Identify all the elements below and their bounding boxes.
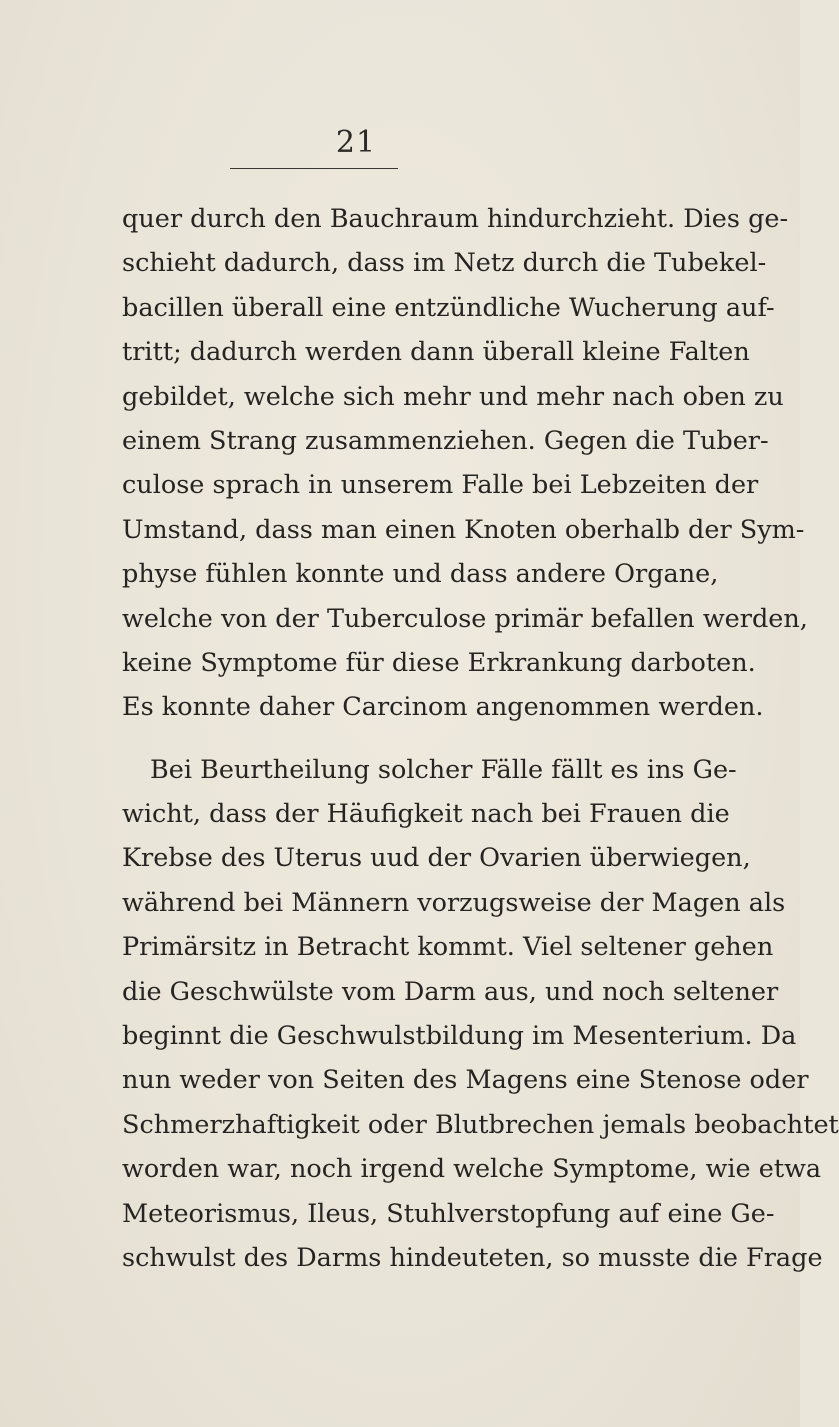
text-line: bacillen überall eine entzündliche Wucherung auf- bbox=[122, 292, 775, 323]
text-line: tritt; dadurch werden dann überall kleine Falten bbox=[122, 337, 750, 368]
text-line: worden war, noch irgend welche Symptome, wie etwa bbox=[122, 1154, 822, 1185]
page-number: 21 bbox=[335, 125, 377, 160]
text-line: schieht dadurch, dass im Netz durch die Tubekel- bbox=[122, 248, 767, 279]
text-line: während bei Männern vorzugsweise der Magen als bbox=[122, 887, 786, 918]
text-line: culose sprach in unserem Falle bei Lebzeiten der bbox=[122, 470, 759, 501]
text-line: Umstand, dass man einen Knoten oberhalb der Sym- bbox=[122, 514, 805, 545]
text-line: Krebse des Uterus uud der Ovarien überwiegen, bbox=[122, 843, 751, 874]
text-line: gebildet, welche sich mehr und mehr nach oben zu bbox=[122, 381, 784, 412]
text-line: wicht, dass der Häufigkeit nach bei Frauen die bbox=[122, 799, 730, 830]
body-text bbox=[122, 197, 839, 1280]
paragraph-2 bbox=[122, 748, 839, 1281]
text-line: beginnt die Geschwulstbildung im Mesenterium. Da bbox=[122, 1021, 797, 1052]
text-line: Meteorismus, Ileus, Stuhlverstopfung auf eine Ge- bbox=[122, 1198, 775, 1229]
text-line: die Geschwülste vom Darm aus, und noch seltener bbox=[122, 976, 779, 1007]
text-line: keine Symptome für diese Erkrankung darboten. bbox=[122, 647, 756, 678]
text-line: quer durch den Bauchraum hindurchzieht. Dies ge- bbox=[122, 204, 789, 234]
text-line: welche von der Tuberculose primär befallen werden, bbox=[122, 603, 808, 634]
text-line: Es konnte daher Carcinom angenommen werden. bbox=[122, 692, 764, 723]
paragraph-1 bbox=[122, 197, 808, 730]
text-line: Bei Beurtheilung solcher Fälle fällt es ins Ge- bbox=[150, 754, 737, 785]
text-line: einem Strang zusammenziehen. Gegen die Tuber- bbox=[122, 425, 769, 456]
paragraph-gap bbox=[122, 730, 652, 748]
text-line: schwulst des Darms hindeuteten, so musste die Frage bbox=[122, 1242, 823, 1273]
text-line: nun weder von Seiten des Magens eine Stenose oder bbox=[122, 1065, 809, 1096]
text-line: Primärsitz in Betracht kommt. Viel seltener gehen bbox=[122, 932, 774, 963]
text-line: physe fühlen konnte und dass andere Organe, bbox=[122, 559, 719, 590]
page-number-rule bbox=[230, 168, 398, 169]
text-line: Schmerzhaftigkeit oder Blutbrechen jemals beobachtet bbox=[122, 1109, 839, 1140]
